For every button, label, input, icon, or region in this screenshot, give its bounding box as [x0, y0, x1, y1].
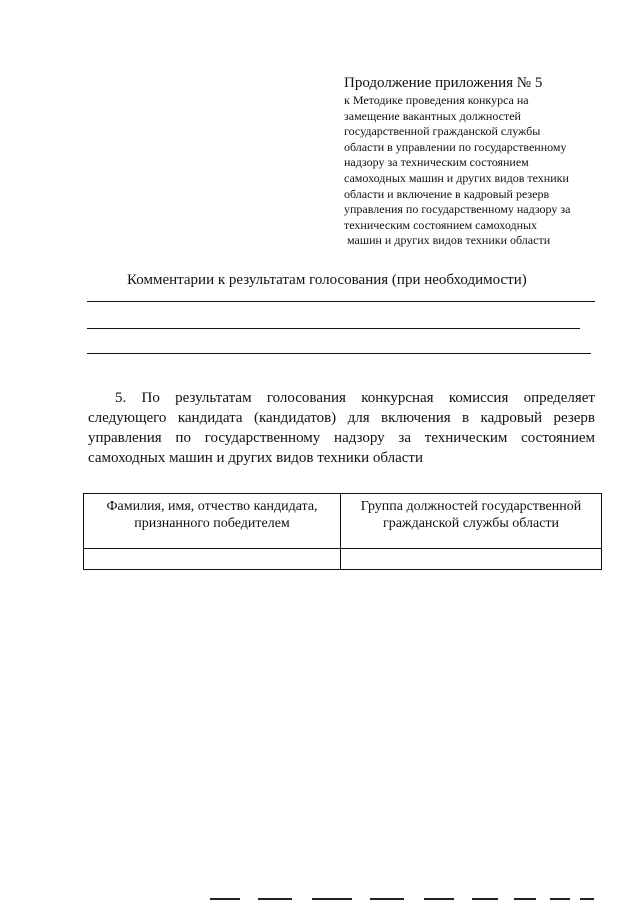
comment-blank-line — [87, 328, 580, 329]
paragraph-line: 5. По результатам голосования конкурсная комиссия определяет — [115, 390, 595, 406]
scan-mark — [550, 898, 570, 900]
scan-mark — [210, 898, 240, 900]
paragraph-line: следующего кандидата (кандидатов) для включения в кадровый резерв — [88, 410, 595, 426]
appendix-line: управления по государственному надзору за — [344, 202, 571, 217]
appendix-line: машин и других видов техники области — [347, 233, 551, 248]
comment-blank-line — [87, 301, 595, 302]
scan-edge-marks — [210, 898, 600, 904]
appendix-line: области в управлении по государственному — [344, 139, 567, 154]
comment-blank-line — [87, 353, 591, 354]
table-header-row — [84, 494, 602, 549]
paragraph-line: управления по государственному надзору за техническим состоянием — [88, 430, 595, 446]
comments-heading: Комментарии к результатам голосования (при необходимости) — [127, 272, 527, 288]
appendix-line: техническим состоянием самоходных — [344, 217, 538, 232]
section-5-paragraph — [88, 388, 595, 468]
candidate-name-cell[interactable] — [84, 549, 341, 570]
scan-mark — [370, 898, 404, 900]
candidate-table — [83, 493, 602, 570]
appendix-line: надзору за техническим состоянием — [344, 155, 529, 170]
scan-mark — [472, 898, 498, 900]
appendix-line: государственной гражданской службы — [344, 124, 541, 139]
appendix-line: к Методике проведения конкурса на — [344, 93, 529, 107]
appendix-line: области и включение в кадровый резерв — [344, 186, 550, 201]
scan-mark — [424, 898, 454, 900]
appendix-line: замещение вакантных должностей — [344, 108, 521, 123]
table-row — [84, 549, 602, 570]
appendix-title: Продолжение приложения № 5 — [344, 75, 543, 91]
appendix-line: самоходных машин и других видов техники — [344, 170, 569, 185]
appendix-header — [344, 74, 604, 249]
scan-mark — [580, 898, 594, 900]
position-group-cell[interactable] — [341, 549, 602, 570]
scan-mark — [312, 898, 352, 900]
column-header-candidate-name: Фамилия, имя, отчество кандидата, признанного победителем — [84, 494, 341, 549]
column-header-position-group: Группа должностей государственной гражданской службы области — [341, 494, 602, 549]
paragraph-line: самоходных машин и других видов техники области — [88, 450, 423, 466]
scan-mark — [514, 898, 536, 900]
scan-mark — [258, 898, 292, 900]
